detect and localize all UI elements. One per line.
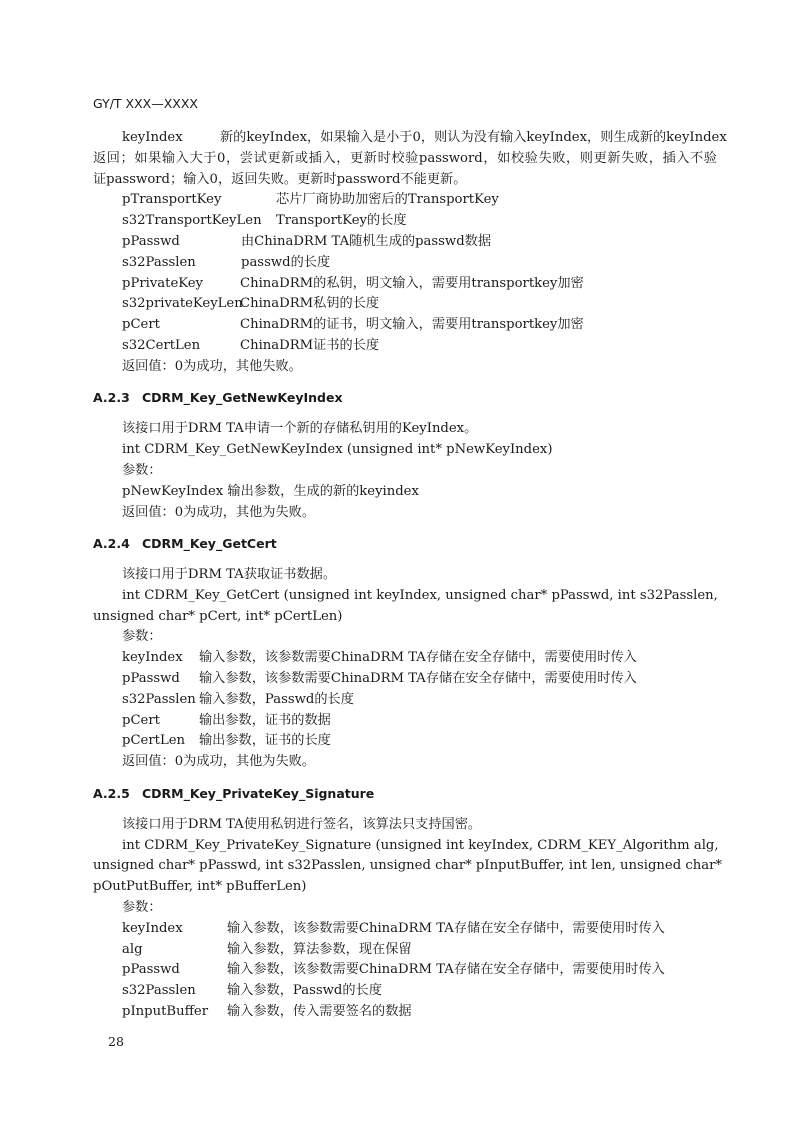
param-name: keyIndex (122, 650, 183, 665)
function-signature-line-2: unsigned char* pCert, int* pCertLen) (93, 609, 343, 624)
param-row (122, 337, 379, 355)
param-name: s32TransportKeyLen (122, 213, 262, 228)
function-signature-line-3: pOutPutBuffer, int* pBufferLen) (93, 879, 307, 894)
param-name: pPasswd (122, 671, 180, 686)
param-desc: 输入参数，算法参数，现在保留 (227, 942, 412, 957)
param-name: pCertLen (122, 733, 185, 748)
param-name: keyIndex (122, 921, 183, 936)
param-desc: 输入参数，该参数需要ChinaDRM TA存储在安全存储中，需要使用时传入 (227, 962, 665, 977)
param-row (122, 254, 330, 272)
return-value: 返回值：0为成功，其他为失败。 (122, 505, 316, 520)
param-row (122, 920, 665, 938)
section-number: A.2.4 (93, 536, 130, 551)
param-row (122, 191, 499, 209)
param-desc: ChinaDRM的私钥，明文输入，需要用transportkey加密 (240, 276, 584, 291)
intro-line-1 (122, 129, 727, 147)
param-name: s32CertLen (122, 338, 201, 353)
intro-line-3: 证password；输入0，返回失败。更新时password不能更新。 (93, 172, 467, 187)
param-desc: 输出参数，证书的长度 (199, 733, 331, 748)
param-name: s32privateKeyLen (122, 296, 243, 311)
param-name: pPasswd (122, 234, 180, 249)
params-label: 参数： (122, 900, 162, 915)
param-name: pCert (122, 317, 160, 332)
param-name: pPasswd (122, 962, 180, 977)
param-name: s32Passlen (122, 983, 196, 998)
param-desc: TransportKey的长度 (276, 213, 407, 228)
param-desc: 输入参数，Passwd的长度 (199, 692, 354, 707)
function-signature-line-2: unsigned char* pPasswd, int s32Passlen, unsigned char* pInputBuffer, int len, unsigned char* (93, 858, 722, 873)
section-description: 该接口用于DRM TA使用私钥进行签名，该算法只支持国密。 (122, 817, 482, 832)
param-name: pInputBuffer (122, 1004, 209, 1019)
param-row (122, 1003, 412, 1021)
param-row (122, 941, 412, 959)
section-title: CDRM_Key_GetNewKeyIndex (142, 390, 343, 405)
param-name: s32Passlen (122, 692, 196, 707)
param-name: pTransportKey (122, 192, 222, 207)
param-desc: 输出参数，证书的数据 (199, 713, 331, 728)
section-number: A.2.3 (93, 390, 130, 405)
section-title: CDRM_Key_PrivateKey_Signature (142, 786, 375, 801)
section-title: CDRM_Key_GetCert (142, 536, 277, 551)
page-number: 28 (108, 1034, 124, 1049)
param-name: pPrivateKey (122, 276, 204, 291)
intro-line-1-text: 新的keyIndex，如果输入是小于0，则认为没有输入keyIndex，则生成新的keyIndex (220, 130, 727, 145)
param-desc: ChinaDRM证书的长度 (240, 338, 380, 353)
param-desc: 输入参数，该参数需要ChinaDRM TA存储在安全存储中，需要使用时传入 (199, 650, 637, 665)
section-description: 该接口用于DRM TA获取证书数据。 (122, 567, 337, 582)
param-desc: 输入参数，该参数需要ChinaDRM TA存储在安全存储中，需要使用时传入 (199, 671, 637, 686)
param-name: s32Passlen (122, 255, 196, 270)
param-row (122, 295, 379, 313)
param-desc: 输入参数，Passwd的长度 (227, 983, 382, 998)
param-desc: 输入参数，传入需要签名的数据 (227, 1004, 412, 1019)
params-label: 参数： (122, 463, 162, 478)
param-row (122, 275, 584, 293)
params-label: 参数： (122, 629, 162, 644)
param-row (122, 649, 637, 667)
section-heading-a23 (93, 389, 343, 407)
param-desc: 由ChinaDRM TA随机生成的passwd数据 (241, 234, 492, 249)
section-heading-a24 (93, 535, 277, 553)
return-value: 返回值：0为成功，其他失败。 (122, 359, 302, 374)
param-row (122, 233, 491, 251)
param-row (122, 961, 665, 979)
return-value: 返回值：0为成功，其他为失败。 (122, 754, 316, 769)
param-row (122, 670, 637, 688)
param-desc: ChinaDRM的证书，明文输入，需要用transportkey加密 (240, 317, 584, 332)
param-row (122, 212, 407, 230)
param-desc: passwd的长度 (241, 255, 331, 270)
standard-header: GY/T XXX—XXXX (93, 96, 198, 111)
function-signature-line-1: int CDRM_Key_PrivateKey_Signature (unsigned int keyIndex, CDRM_KEY_Algorithm alg, (122, 838, 719, 853)
intro-key: keyIndex (122, 130, 183, 145)
param-row (122, 691, 354, 709)
param-row (122, 316, 584, 334)
param-row (122, 712, 331, 730)
param-name: alg (122, 942, 143, 957)
param-row (122, 732, 331, 750)
section-number: A.2.5 (93, 786, 130, 801)
param-desc: 输入参数，该参数需要ChinaDRM TA存储在安全存储中，需要使用时传入 (227, 921, 665, 936)
section-description: 该接口用于DRM TA申请一个新的存储私钥用的KeyIndex。 (122, 421, 478, 436)
param-desc: ChinaDRM私钥的长度 (240, 296, 380, 311)
param-row (122, 982, 382, 1000)
function-signature-line-1: int CDRM_Key_GetCert (unsigned int keyIndex, unsigned char* pPasswd, int s32Passlen, (122, 588, 718, 603)
intro-line-2: 返回；如果输入大于0，尝试更新或插入，更新时校验password，如校验失败，则更新失败，插入不验 (93, 151, 717, 166)
function-signature: int CDRM_Key_GetNewKeyIndex (unsigned int* pNewKeyIndex) (122, 442, 553, 457)
section-heading-a25 (93, 785, 374, 803)
param-row: pNewKeyIndex 输出参数，生成的新的keyindex (122, 484, 419, 499)
param-name: pCert (122, 713, 160, 728)
param-desc: 芯片厂商协助加密后的TransportKey (276, 192, 499, 207)
